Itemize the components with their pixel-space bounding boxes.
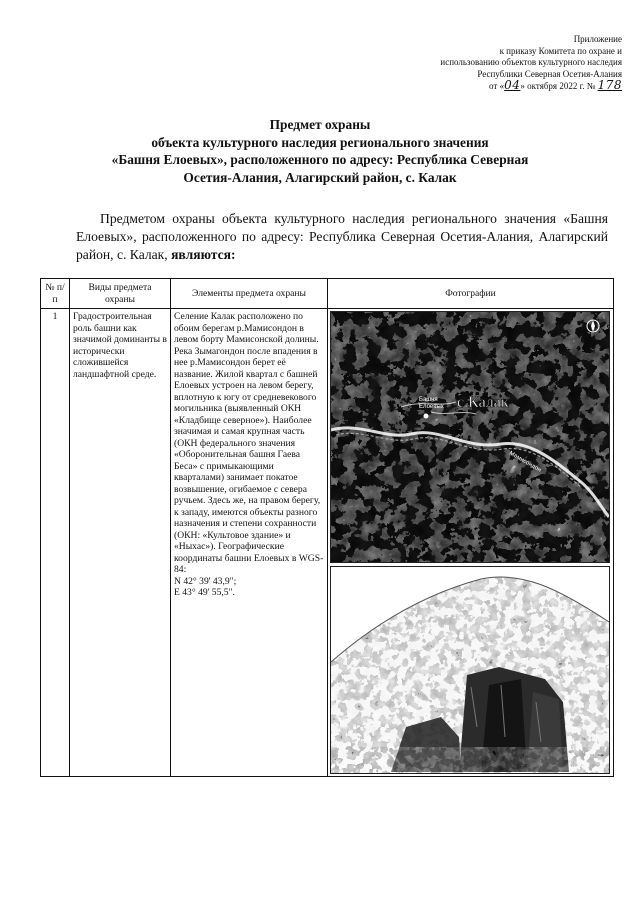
coordinate-east: E 43° 49' 55,5". [174, 587, 235, 598]
title-line2: объекта культурного наследия регионального значения [151, 134, 489, 150]
appendix-date [302, 80, 622, 93]
appendix-line2: к приказу Комитета по охране и [499, 45, 622, 56]
row-description-cell [171, 309, 328, 777]
intro-emphasis: являются: [171, 247, 236, 262]
date-middle: » октября 2022 г. № [520, 81, 596, 91]
title-line1: Предмет охраны [269, 117, 371, 132]
date-day: 04 [504, 78, 521, 92]
header-photos: Фотографии [328, 279, 614, 309]
header-num: № п/п [41, 279, 70, 309]
photos-cell [328, 309, 614, 777]
row-num: 1 [41, 309, 70, 777]
appendix-line1: Приложение [573, 34, 622, 44]
header-types: Виды предмета охраны [70, 279, 171, 309]
intro-text: Предметом охраны объекта культурного наследия регионального значения «Башня Елоевых», расположенного по адресу: Республика Северная Осетия-Алания, Алагирский район, с. Калак, [76, 211, 608, 262]
river-label: Мамисондон [508, 450, 542, 474]
tower-marker [424, 414, 429, 419]
row-description: Селение Калак расположено по обоим берегам р.Мамисондон в левом борту Мамисонской долины. Река Зымагондон после впадения в нее р.Мамисондон берет её название. Жилой квартал с башней Елоевых устроен на левом берегу, вплотную к югу от средневекового могильника (выявленный ОКН «Кладбище северное»). Наиболее значимая и самая крупная часть (ОКН федерального значения «Оборонительная башня Гаева Беса» с примыкающими кварталами) занимает покатое возвышение, огибаемое с севера ручьем. Здесь же, на правом берегу, к западу, имеются объекты разного назначения и степени сохранности (ОКН: «Культовое здание» и «Ныхас»). Географические координаты башни Елоевых в WGS-84: [174, 311, 324, 575]
intro-paragraph [76, 210, 608, 264]
table-header-row [41, 279, 614, 309]
village-label: с.Калак [457, 394, 509, 411]
document-title [70, 116, 570, 186]
tower-label-2: Елоевых [419, 404, 444, 410]
date-prefix: от « [489, 81, 505, 91]
header-elements: Элементы предмета охраны [171, 279, 328, 309]
appendix-line4: Республики Северная Осетия-Алания [477, 68, 622, 79]
tower-label-1: Башня [419, 397, 438, 403]
table-row [41, 309, 614, 777]
protection-table [40, 278, 614, 777]
tower-photo [330, 566, 610, 774]
row-type: Градостроительная роль башни как значимой доминанты в исторически сложившейся ландшафтной среде. [70, 309, 171, 777]
title-line3: «Башня Елоевых», расположенного по адресу: Республика Северная [111, 152, 529, 167]
coordinate-north: N 42° 39' 43,9"; [174, 575, 237, 587]
appendix-line3: использованию объектов культурного наследия [440, 57, 622, 67]
title-line4: Осетия-Алания, Алагирский район, с. Калак [183, 169, 457, 185]
satellite-map-photo [330, 311, 610, 563]
order-number: 178 [597, 78, 622, 92]
appendix-header [302, 34, 622, 93]
